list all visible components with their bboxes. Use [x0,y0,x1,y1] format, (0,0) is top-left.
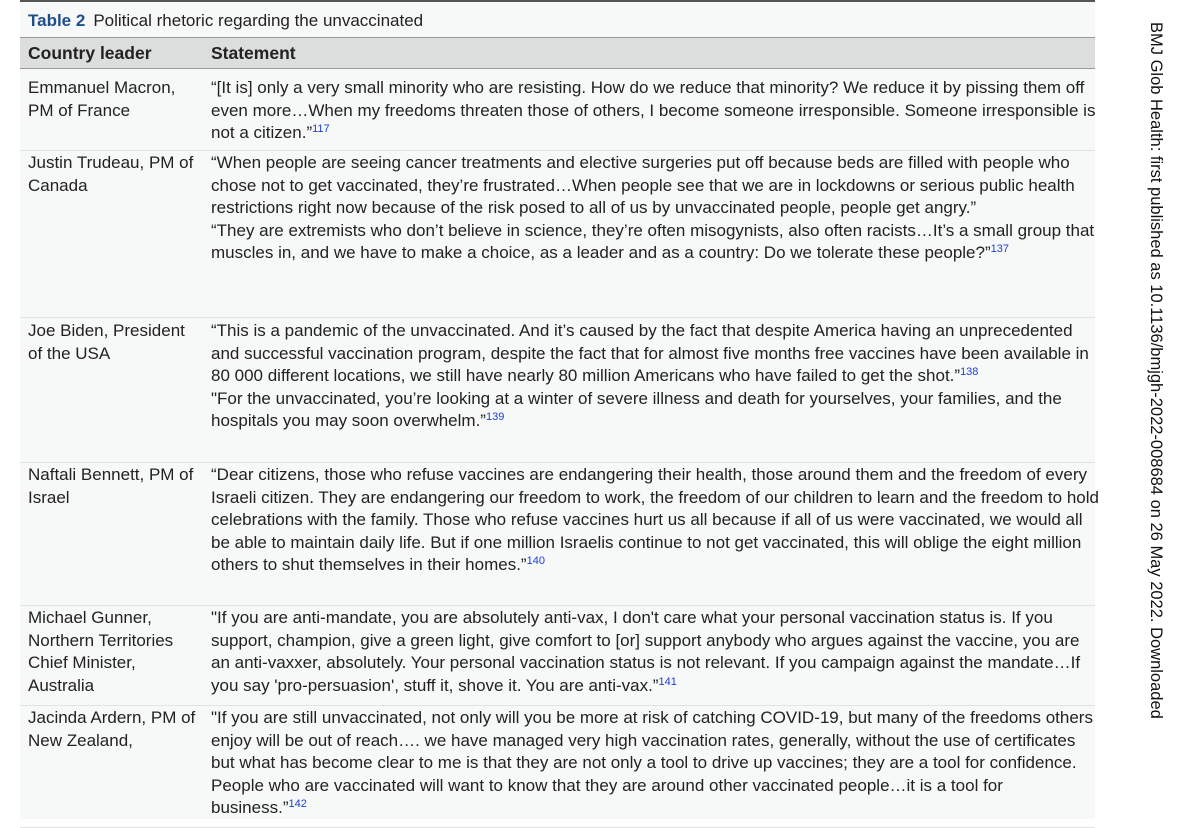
quote [211,464,1101,577]
reference-link[interactable]: 141 [658,675,677,688]
statement-cell [211,464,1101,577]
statement-cell [211,152,1101,265]
header-statement: Statement [211,43,296,63]
leader-cell: Jacinda Ardern, PM of New Zealand, [28,708,196,750]
reference-link[interactable]: 139 [485,411,505,424]
quote-text: "For the unvaccinated, you’re looking at a winter of severe illness and death for yourselves, your families, and the hospitals you may soon overwhelm.” [211,388,1062,431]
header-country-leader: Country leader [28,43,152,63]
table-row [20,607,1095,706]
table-row [20,77,1095,151]
reference-link[interactable]: 117 [312,123,330,136]
leader-cell: Emmanuel Macron, PM of France [28,78,176,120]
reference-link[interactable]: 138 [960,366,979,379]
doi-sidebar: BMJ Glob Health: first published as 10.1136/bmjgh-2022-008684 on 26 May 2022. Downloaded [1147,22,1165,719]
leader-cell: Michael Gunner, Northern Territories Chief Minister, Australia [28,608,174,695]
statement-cell [211,707,1101,820]
quote-text: “[It is] only a very small minority who are resisting. How do we reduce that minority? We reduce it by pissing them off even more…When my freedoms threaten those of others, I become someone irresponsible. Someone irresponsible is not a citizen.” [211,78,1096,143]
statement-cell [211,607,1101,697]
quote [211,388,1101,433]
quote [211,220,1101,265]
table [20,0,1099,819]
leader-cell: Joe Biden, President of the USA [28,321,185,363]
quote [211,707,1101,820]
table-row [20,320,1095,463]
table-row [20,707,1095,828]
table-header [20,37,1095,69]
quote-text: "If you are anti-mandate, you are absolutely anti-vax, I don't care what your personal vaccination status is. If you support, champion, give a green light, give comfort to [or] support anybody who argues against the vaccine, you are an anti-vaxxer, absolutely. Your personal vaccination status is not relevant. If you campaign against the mandate…If you say 'pro-persuasion', stuff it, shove it. You are anti-vax.” [211,608,1081,695]
quote [211,320,1101,388]
quote [211,607,1101,697]
quote-text: “They are extremists who don’t believe in science, they’re often misogynists, also often racists…It’s a small group that muscles in, and we have to make a choice, as a leader and as a country: Do we tolerate these people?” [211,220,1095,263]
leader-cell: Naftali Bennett, PM of Israel [28,465,194,507]
quote [211,77,1101,145]
table-row [20,464,1099,606]
table-row [20,152,1095,318]
leader-cell: Justin Trudeau, PM of Canada [28,153,194,195]
quote-text: “When people are seeing cancer treatments and elective surgeries put off because beds are filled with people who chose not to get vaccinated, they’re frustrated…When people see that we are in lockdowns or serious public health restrictions right now because of the risk posed to all of us by unvaccinated people, people get angry.” [211,153,1075,218]
table-label: Table 2 [28,11,86,30]
quote-text: “Dear citizens, those who refuse vaccines are endangering their health, those around them and the freedom of every Israeli citizen. They are endangering our freedom to work, the freedom of our children to learn and the freedom to hold celebrations with the family. Those who refuse vaccines hurt us all because if all of us were vaccinated, we would all be able to maintain daily life. But if one million Israelis continue to not get vaccinated, this will oblige the eight million others to shut themselves in their homes.” [211,465,1099,575]
statement-cell [211,320,1101,433]
statement-cell [211,77,1101,145]
quote [211,152,1101,220]
table-caption [28,11,423,31]
reference-link[interactable]: 140 [526,555,545,568]
quote-text: “This is a pandemic of the unvaccinated. And it’s caused by the fact that despite America having an unprecedented and successful vaccination program, despite the fact that for almost five months free vaccines have been available in 80 000 different locations, we still have nearly 80 million Americans who have failed to get the shot.” [211,321,1089,386]
reference-link[interactable]: 137 [990,243,1009,256]
table-title: Political rhetoric regarding the unvaccinated [93,11,424,30]
quote-text: "If you are still unvaccinated, not only will you be more at risk of catching COVID-19, but many of the freedoms others enjoy will be out of reach…. we have managed very high vaccination rates, generally, without the use of certificates but what has become clear to me is that they are not only a tool to drive up vaccines; they are a tool for confidence. People who are vaccinated will want to know that they are around other vaccinated people…it is a tool for business.” [211,708,1093,818]
reference-link[interactable]: 142 [288,798,307,811]
